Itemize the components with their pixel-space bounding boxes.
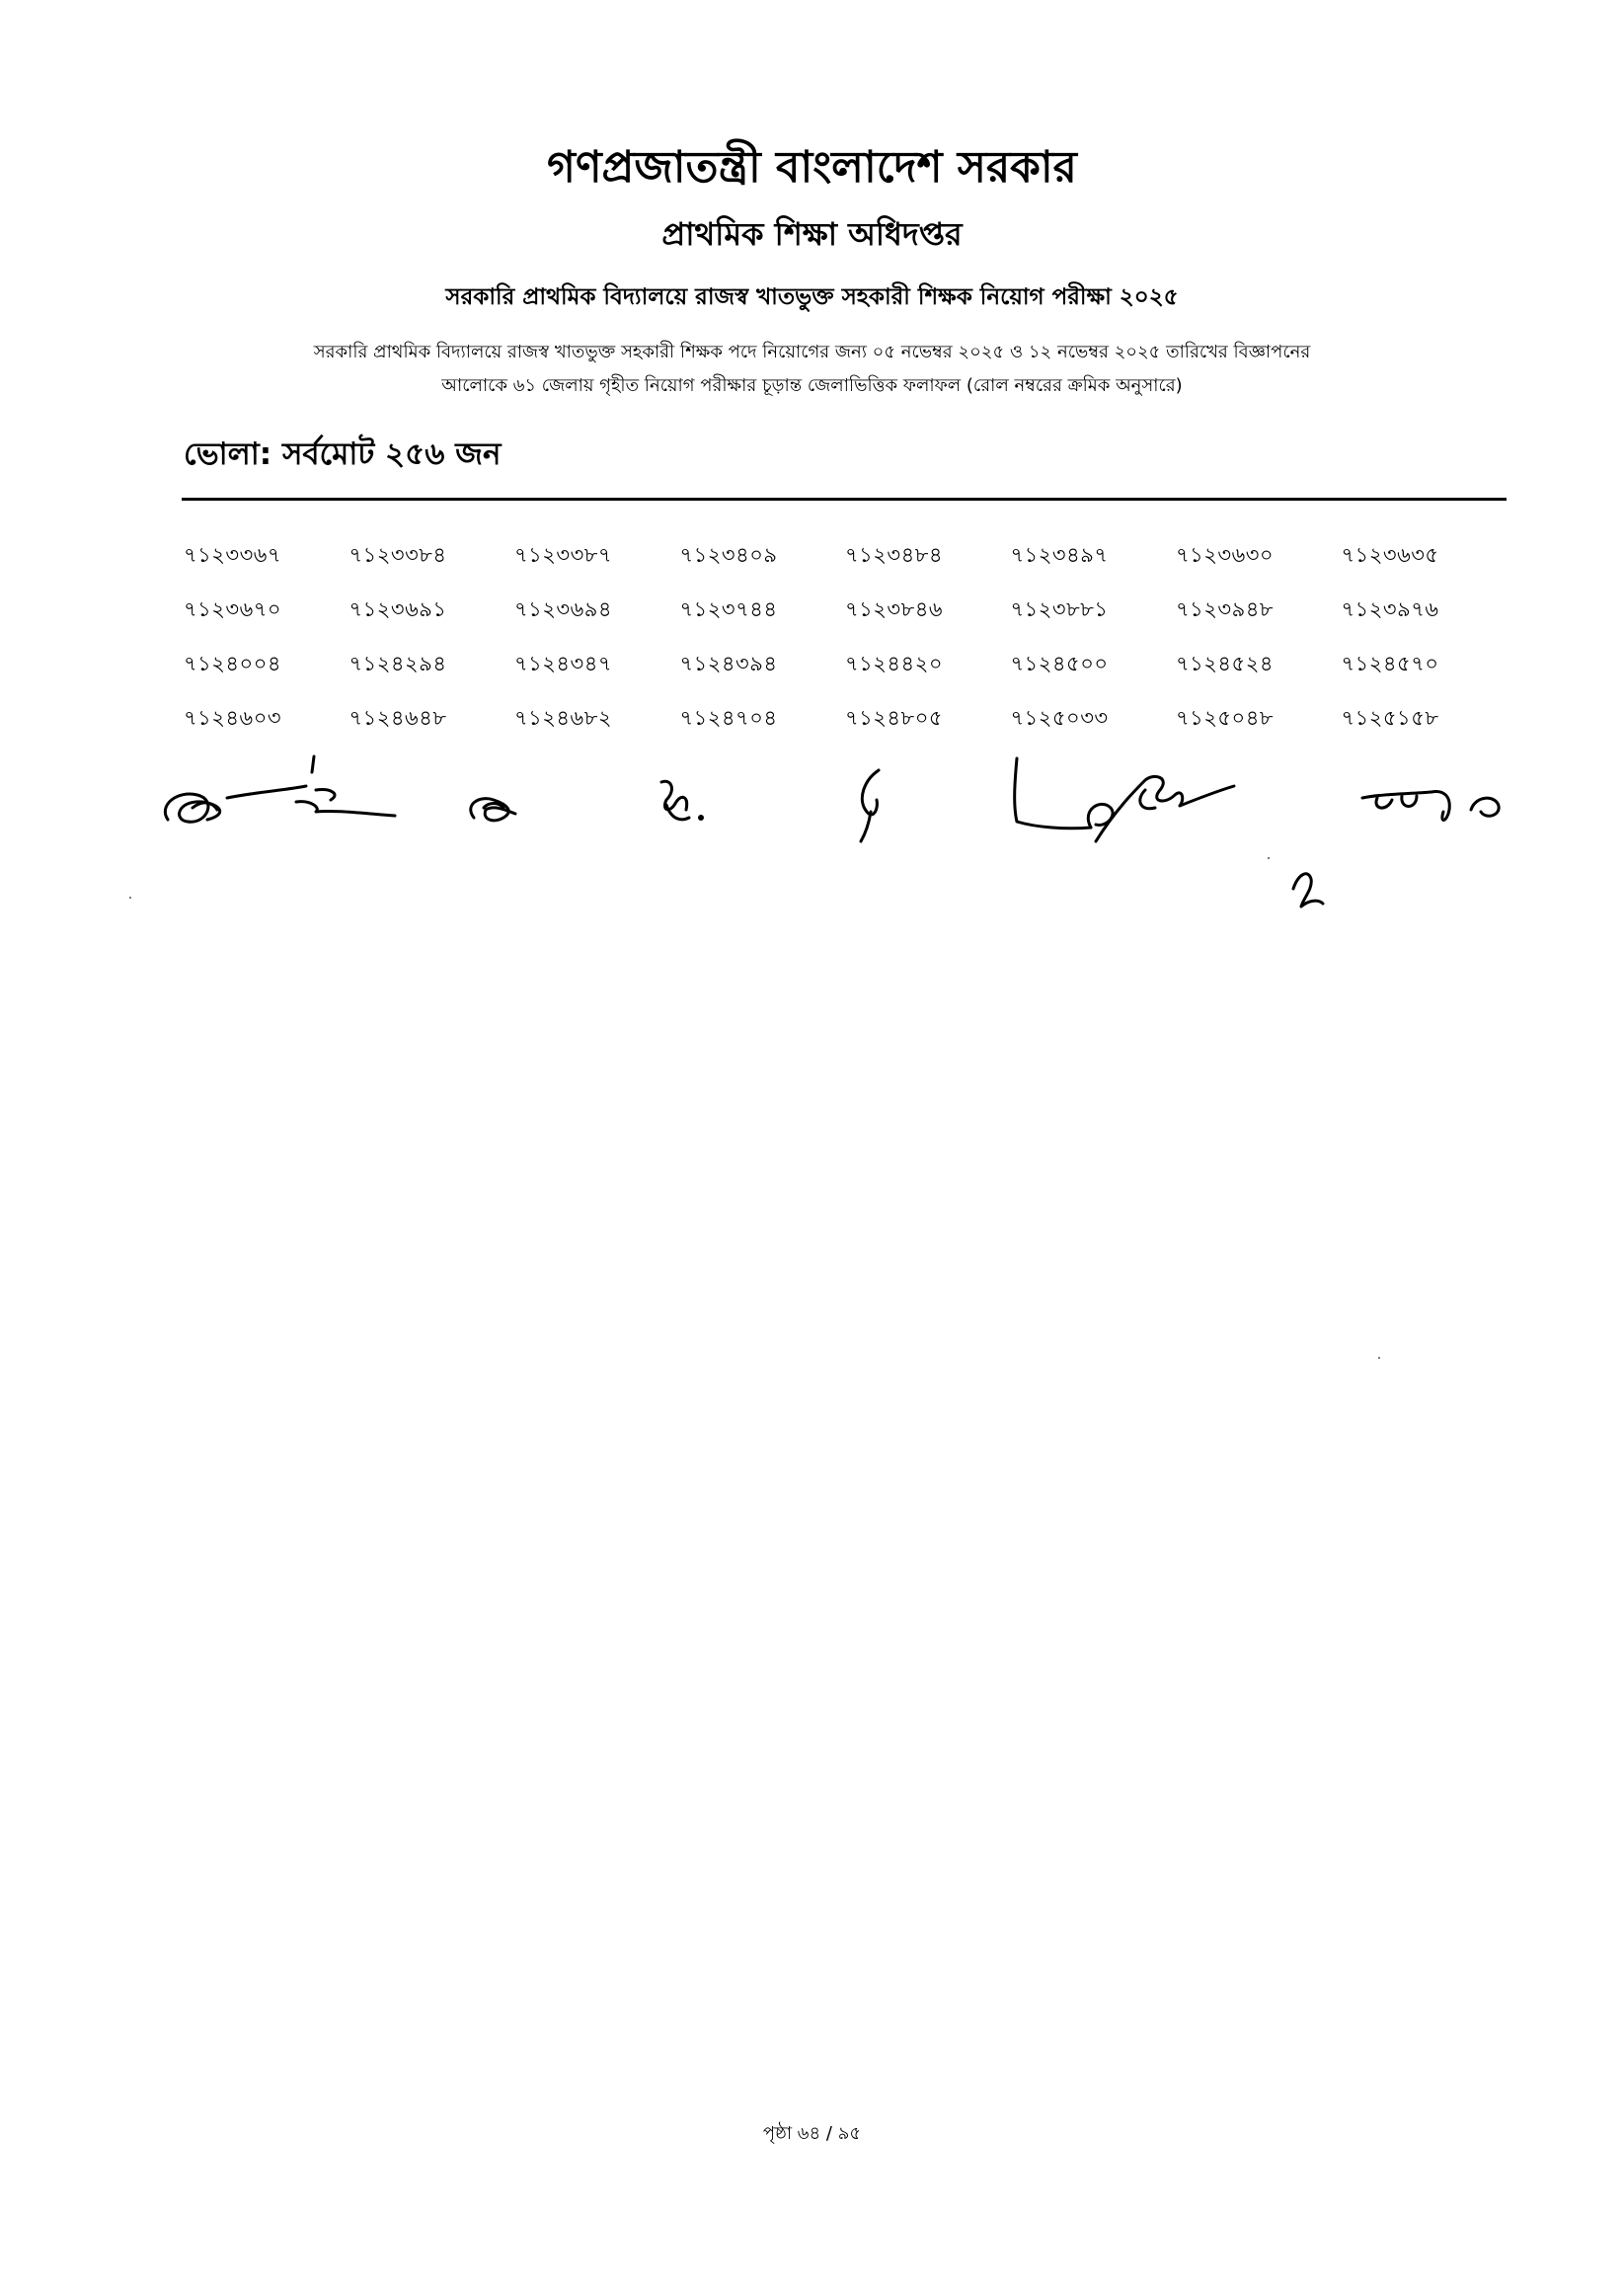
signature-3 [661, 781, 703, 820]
signature-2 [471, 799, 515, 821]
page-number: পৃষ্ঠা ৬৪ / ৯৫ [762, 2123, 862, 2144]
roll-number: ৭১২৩৮৮১ [1010, 597, 1109, 621]
roll-number-grid [184, 529, 1507, 747]
roll-number: ৭১২৫১৫৮ [1341, 706, 1439, 730]
roll-number: ৭১২৪৭০৪ [679, 706, 778, 730]
roll-number: ৭১২৪৬৮২ [514, 706, 612, 730]
signature-5 [1015, 758, 1234, 841]
roll-number: ৭১২৩৬৭০ [184, 597, 282, 621]
heading-divider [182, 498, 1507, 501]
roll-number: ৭১২৪৪২০ [845, 652, 943, 675]
description-line-1: সরকারি প্রাথমিক বিদ্যালয়ে রাজস্ব খাতভুক্ত সহকারী শিক্ষক পদে নিয়োগের জন্য ০৫ নভেম্বর ২০২৫ ও ১২ নভেম্বর ২০২৫ তারিখের বিজ্ঞাপনের [313, 342, 1311, 362]
roll-row [184, 692, 1507, 747]
roll-number: ৭১২৪৩৯৪ [679, 652, 778, 675]
roll-number: ৭১২৩৩৬৭ [184, 543, 282, 567]
roll-number: ৭১২৪৬৪৮ [348, 706, 447, 730]
roll-row [184, 638, 1507, 692]
roll-number: ৭১২৫০৪৮ [1176, 706, 1274, 730]
scan-speck [1268, 857, 1270, 859]
roll-number: ৭১২৪৫০০ [1010, 652, 1109, 675]
department-title: প্রাথমিক শিক্ষা অধিদপ্তর [661, 215, 963, 253]
roll-number: ৭১২৩৬৩৫ [1341, 543, 1439, 567]
roll-number: ৭১২৩৪০৯ [679, 543, 778, 567]
roll-number: ৭১২৪৫৭০ [1341, 652, 1439, 675]
initials-mark [1293, 874, 1323, 907]
roll-number: ৭১২৩৪৮৪ [845, 543, 943, 567]
roll-number: ৭১২৪২৯৪ [348, 652, 447, 675]
roll-number: ৭১২৩৩৮৭ [514, 543, 613, 567]
district-total-heading: ভোলা: সর্বমোট ২৫৬ জন [184, 436, 502, 472]
exam-title: সরকারি প্রাথমিক বিদ্যালয়ে রাজস্ব খাতভুক্ত সহকারী শিক্ষক নিয়োগ পরীক্ষা ২০২৫ [445, 284, 1179, 310]
roll-number: ৭১২৪৫২৪ [1176, 652, 1274, 675]
roll-number: ৭১২৪৮০৫ [845, 706, 943, 730]
roll-row [184, 529, 1507, 584]
roll-number: ৭১২৩৬৯৪ [514, 597, 612, 621]
scan-speck [1378, 1357, 1380, 1359]
description-line-2: আলোকে ৬১ জেলায় গৃহীত নিয়োগ পরীক্ষার চূড়ান্ত জেলাভিত্তিক ফলাফল (রোল নম্বরের ক্রমিক অনুসারে) [441, 375, 1183, 396]
roll-number: ৭১২৩৩৮৪ [348, 543, 447, 567]
signature-6 [1362, 792, 1499, 821]
scan-speck [129, 897, 131, 899]
roll-number: ৭১২৪৩৪৭ [514, 652, 612, 675]
roll-number: ৭১২৫০৩৩ [1010, 706, 1109, 730]
government-title: গণপ্রজাতন্ত্রী বাংলাদেশ সরকার [547, 142, 1077, 193]
committee-signatures [148, 751, 1580, 948]
roll-number: ৭১২৩৯৭৬ [1341, 597, 1439, 621]
result-description [0, 336, 1624, 403]
roll-number: ৭১২৪৬০৩ [184, 706, 282, 730]
roll-number: ৭১২৪০০৪ [184, 652, 281, 675]
roll-number: ৭১২৩৬৩০ [1176, 543, 1275, 567]
roll-row [184, 584, 1507, 638]
signature-4 [861, 770, 879, 841]
roll-number: ৭১২৩৮৪৬ [845, 597, 943, 621]
signature-1 [165, 756, 395, 822]
roll-number: ৭১২৩৭৪৪ [679, 597, 778, 621]
roll-number: ৭১২৩৪৯৭ [1010, 543, 1109, 567]
roll-number: ৭১২৩৯৪৮ [1176, 597, 1274, 621]
roll-number: ৭১২৩৬৯১ [348, 597, 447, 621]
